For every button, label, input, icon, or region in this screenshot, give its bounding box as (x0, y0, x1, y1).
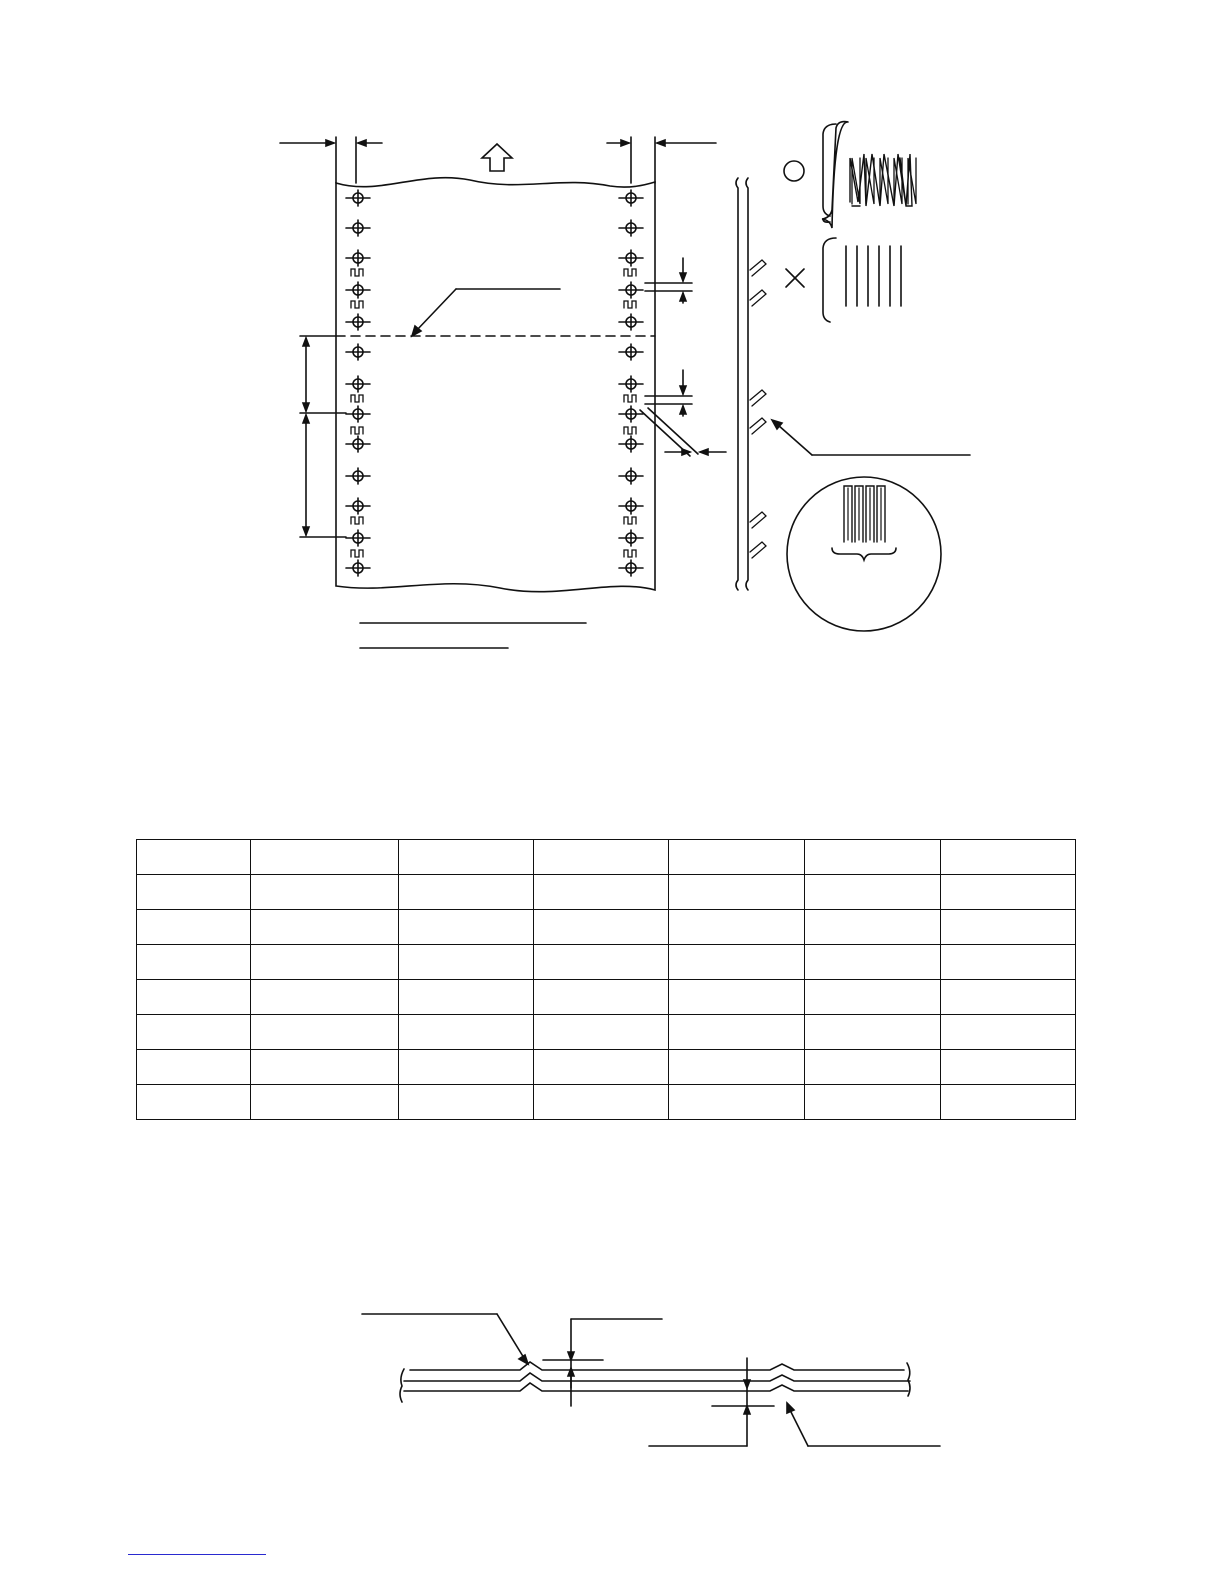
table-cell (669, 1050, 805, 1085)
side-staple (750, 290, 766, 306)
side-staple (750, 542, 766, 558)
table-cell (669, 1085, 805, 1120)
table-cell (251, 945, 399, 980)
table-cell (251, 1015, 399, 1050)
table-cell (534, 1050, 669, 1085)
table-row (137, 840, 1076, 875)
sprocket-hole (619, 560, 643, 576)
table-cell (805, 840, 941, 875)
side-staple (750, 418, 766, 434)
table-cell (941, 945, 1076, 980)
table-cell (805, 1085, 941, 1120)
table-cell (399, 840, 534, 875)
table-cell (805, 910, 941, 945)
table-row (137, 980, 1076, 1015)
table-cell (251, 875, 399, 910)
table-cell (251, 980, 399, 1015)
table-cell (399, 1050, 534, 1085)
side-staple (750, 260, 766, 276)
table-cell (941, 910, 1076, 945)
sprocket-hole (619, 282, 643, 298)
table-cell (399, 910, 534, 945)
sprocket-hole (619, 406, 643, 422)
sprocket-hole (619, 250, 643, 266)
unacceptable-staple-example (846, 246, 901, 306)
sprocket-hole (346, 468, 370, 484)
table-row (137, 1050, 1076, 1085)
sprocket-hole (346, 560, 370, 576)
table-cell (137, 910, 251, 945)
table-row (137, 945, 1076, 980)
sprocket-hole (619, 530, 643, 546)
side-staple (750, 512, 766, 528)
magnified-staple-detail (787, 477, 941, 631)
sprocket-hole (619, 376, 643, 392)
right-sprocket-holes (619, 190, 643, 576)
specification-table (136, 839, 1076, 1120)
staple-mark (624, 427, 636, 434)
table-cell (669, 840, 805, 875)
table-row (137, 1085, 1076, 1120)
sprocket-hole (346, 190, 370, 206)
staple-mark (624, 301, 636, 308)
staple-mark (624, 517, 636, 524)
table-cell (534, 1085, 669, 1120)
sprocket-hole (346, 436, 370, 452)
table-cell (137, 875, 251, 910)
staple-mark (351, 550, 363, 557)
table-cell (534, 910, 669, 945)
table-cell (534, 980, 669, 1015)
table-cell (399, 1085, 534, 1120)
form-paper-figure (0, 0, 1224, 700)
staple-mark (351, 301, 363, 308)
table-cell (941, 980, 1076, 1015)
staple-mark (351, 427, 363, 434)
staple-mark (351, 517, 363, 524)
side-view (736, 178, 970, 590)
right-margin-dimension (607, 137, 716, 183)
table-cell (399, 1015, 534, 1050)
paper-joint-cross-section (0, 1290, 1224, 1470)
table-cell (941, 1050, 1076, 1085)
table-cell (805, 980, 941, 1015)
table-cell (251, 910, 399, 945)
table-cell (137, 1015, 251, 1050)
staple-mark (624, 269, 636, 276)
page-length-dimension (300, 336, 346, 537)
table-cell (534, 840, 669, 875)
table-row (137, 875, 1076, 910)
staple-pitch-dimension-2 (645, 370, 692, 416)
acceptable-bracket (822, 122, 848, 228)
table-cell (251, 840, 399, 875)
sprocket-hole (619, 468, 643, 484)
table-cell (399, 945, 534, 980)
left-margin-dimension (280, 137, 382, 183)
sprocket-hole (346, 406, 370, 422)
sprocket-hole (346, 250, 370, 266)
sprocket-hole (619, 344, 643, 360)
sprocket-hole (346, 530, 370, 546)
sprocket-hole (346, 498, 370, 514)
footer-link-underline[interactable] (128, 1554, 266, 1555)
sprocket-hole (619, 314, 643, 330)
table-cell (805, 1015, 941, 1050)
staple-mark (351, 395, 363, 402)
table-cell (534, 875, 669, 910)
sprocket-hole (619, 436, 643, 452)
table-cell (669, 910, 805, 945)
sprocket-hole (346, 314, 370, 330)
table-cell (941, 840, 1076, 875)
table-cell (137, 1085, 251, 1120)
circle-icon (784, 161, 804, 181)
bend-height-dimension (543, 1319, 662, 1406)
paper-sheet (336, 178, 655, 592)
cross-icon (786, 269, 804, 287)
table-cell (534, 945, 669, 980)
table-cell (941, 1015, 1076, 1050)
table-cell (941, 1085, 1076, 1120)
paper-layers (400, 1362, 910, 1402)
table-row (137, 1015, 1076, 1050)
table-cell (251, 1050, 399, 1085)
staple-mark (351, 269, 363, 276)
table-cell (137, 980, 251, 1015)
sprocket-hole (346, 220, 370, 236)
table-cell (669, 980, 805, 1015)
table-cell (805, 1050, 941, 1085)
table-cell (399, 980, 534, 1015)
left-sprocket-holes (346, 190, 370, 576)
sprocket-hole (346, 282, 370, 298)
staple-mark (624, 550, 636, 557)
table-cell (805, 945, 941, 980)
sprocket-hole (346, 344, 370, 360)
table-cell (669, 875, 805, 910)
table-cell (669, 1015, 805, 1050)
acceptable-staple-example (850, 154, 916, 206)
sprocket-hole (619, 498, 643, 514)
table-cell (941, 875, 1076, 910)
sprocket-hole (619, 190, 643, 206)
table-cell (534, 1015, 669, 1050)
table-cell (399, 875, 534, 910)
staple-mark (624, 395, 636, 402)
sprocket-hole (346, 376, 370, 392)
table-cell (251, 1085, 399, 1120)
sprocket-hole (619, 220, 643, 236)
side-staple (750, 390, 766, 406)
table-cell (137, 1050, 251, 1085)
table-cell (137, 945, 251, 980)
up-arrow-icon (482, 144, 512, 171)
layer-gap-dimension (649, 1358, 774, 1446)
table-row (137, 910, 1076, 945)
table-cell (805, 875, 941, 910)
table-cell (137, 840, 251, 875)
table-cell (669, 945, 805, 980)
staple-pitch-dimension-1 (645, 258, 692, 303)
